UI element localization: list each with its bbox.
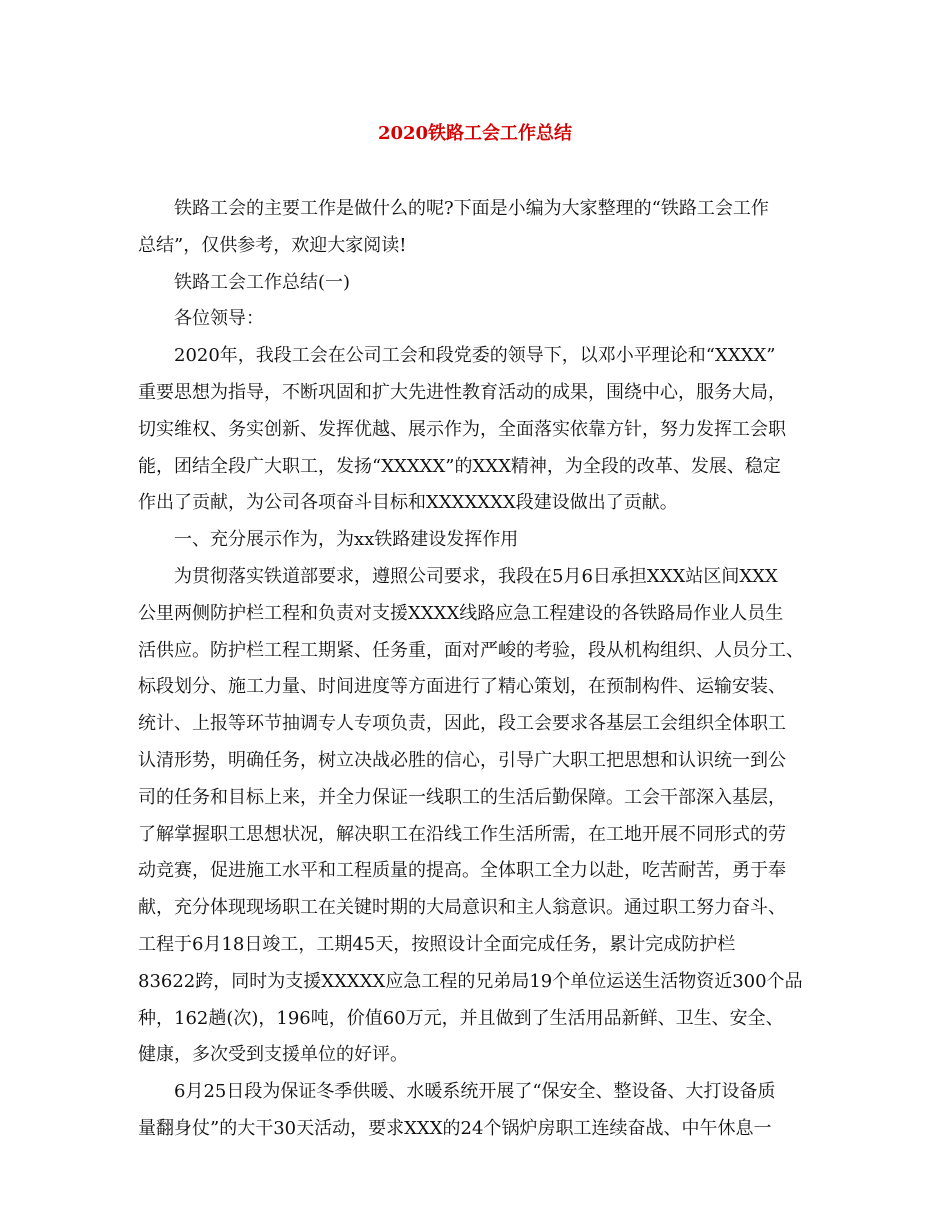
text-line: 作出了贡献，为公司各项奋斗目标和XXXXXXX段建设做出了贡献。 <box>138 492 678 514</box>
text-line: 切实维权、务实创新、发挥优越、展示作为，全面落实依靠方针，努力发挥工会职 <box>138 418 786 440</box>
text-line: 司的任务和目标上来，并全力保证一线职工的生活后勤保障。工会干部深入基层， <box>138 786 786 808</box>
text-line: 标段划分、施工力量、时间进度等方面进行了精心策划，在预制构件、运输安装、 <box>138 676 786 698</box>
text-line: 6月25日段为保证冬季供暖、水暖系统开展了“保安全、整设备、大打设备质 <box>174 1081 776 1103</box>
text-line: 活供应。防护栏工程工期紧、任务重，面对严峻的考验，段从机构组织、人员分工、 <box>138 639 804 661</box>
text-line: 公里两侧防护栏工程和负责对支援XXXX线路应急工程建设的各铁路局作业人员生 <box>138 602 784 624</box>
text-line: 量翻身仗”的大干30天活动，要求XXX的24个锅炉房职工连续奋战、中午休息一 <box>138 1117 772 1139</box>
text-line: 各位领导： <box>174 308 264 330</box>
text-line: 献，充分体现现场职工在关键时期的大局意识和主人翁意识。通过职工努力奋斗、 <box>138 897 786 919</box>
text-line: 重要思想为指导，不断巩固和扩大先进性教育活动的成果，围绕中心，服务大局， <box>138 381 786 403</box>
text-line: 认清形势，明确任务，树立决战必胜的信心，引导广大职工把思想和认识统一到公 <box>138 749 786 771</box>
text-line: 健康，多次受到支援单位的好评。 <box>138 1044 408 1066</box>
text-line: 铁路工会工作总结(一) <box>174 271 351 293</box>
text-line: 2020年，我段工会在公司工会和段党委的领导下，以邓小平理论和“XXXX” <box>174 345 776 367</box>
text-line: 工程于6月18日竣工，工期45天，按照设计全面完成任务，累计完成防护栏 <box>138 933 736 955</box>
text-line: 一、充分展示作为，为xx铁路建设发挥作用 <box>174 529 519 551</box>
document-body <box>138 191 838 1148</box>
text-line: 种，162趟(次)，196吨，价值60万元，并且做到了生活用品新鲜、卫生、安全、 <box>138 1007 784 1029</box>
text-line: 能，团结全段广大职工，发扬“XXXXX”的XXX精神，为全段的改革、发展、稳定 <box>138 455 781 477</box>
text-line: 统计、上报等环节抽调专人专项负责，因此，段工会要求各基层工会组织全体职工 <box>138 713 786 735</box>
text-line: 83622跨，同时为支援XXXXX应急工程的兄弟局19个单位运送生活物资近300个品 <box>138 970 803 992</box>
text-line: 动竞赛，促进施工水平和工程质量的提高。全体职工全力以赴，吃苦耐苦，勇于奉 <box>138 860 786 882</box>
text-line: 总结”，仅供参考，欢迎大家阅读! <box>138 234 407 256</box>
text-line: 了解掌握职工思想状况，解决职工在沿线工作生活所需，在工地开展不同形式的劳 <box>138 823 786 845</box>
text-line: 铁路工会的主要工作是做什么的呢?下面是小编为大家整理的“铁路工会工作 <box>174 198 769 219</box>
document-title: 2020铁路工会工作总结 <box>377 123 573 144</box>
text-line: 为贯彻落实铁道部要求，遵照公司要求，我段在5月6日承担XXX站区间XXX <box>174 565 778 587</box>
